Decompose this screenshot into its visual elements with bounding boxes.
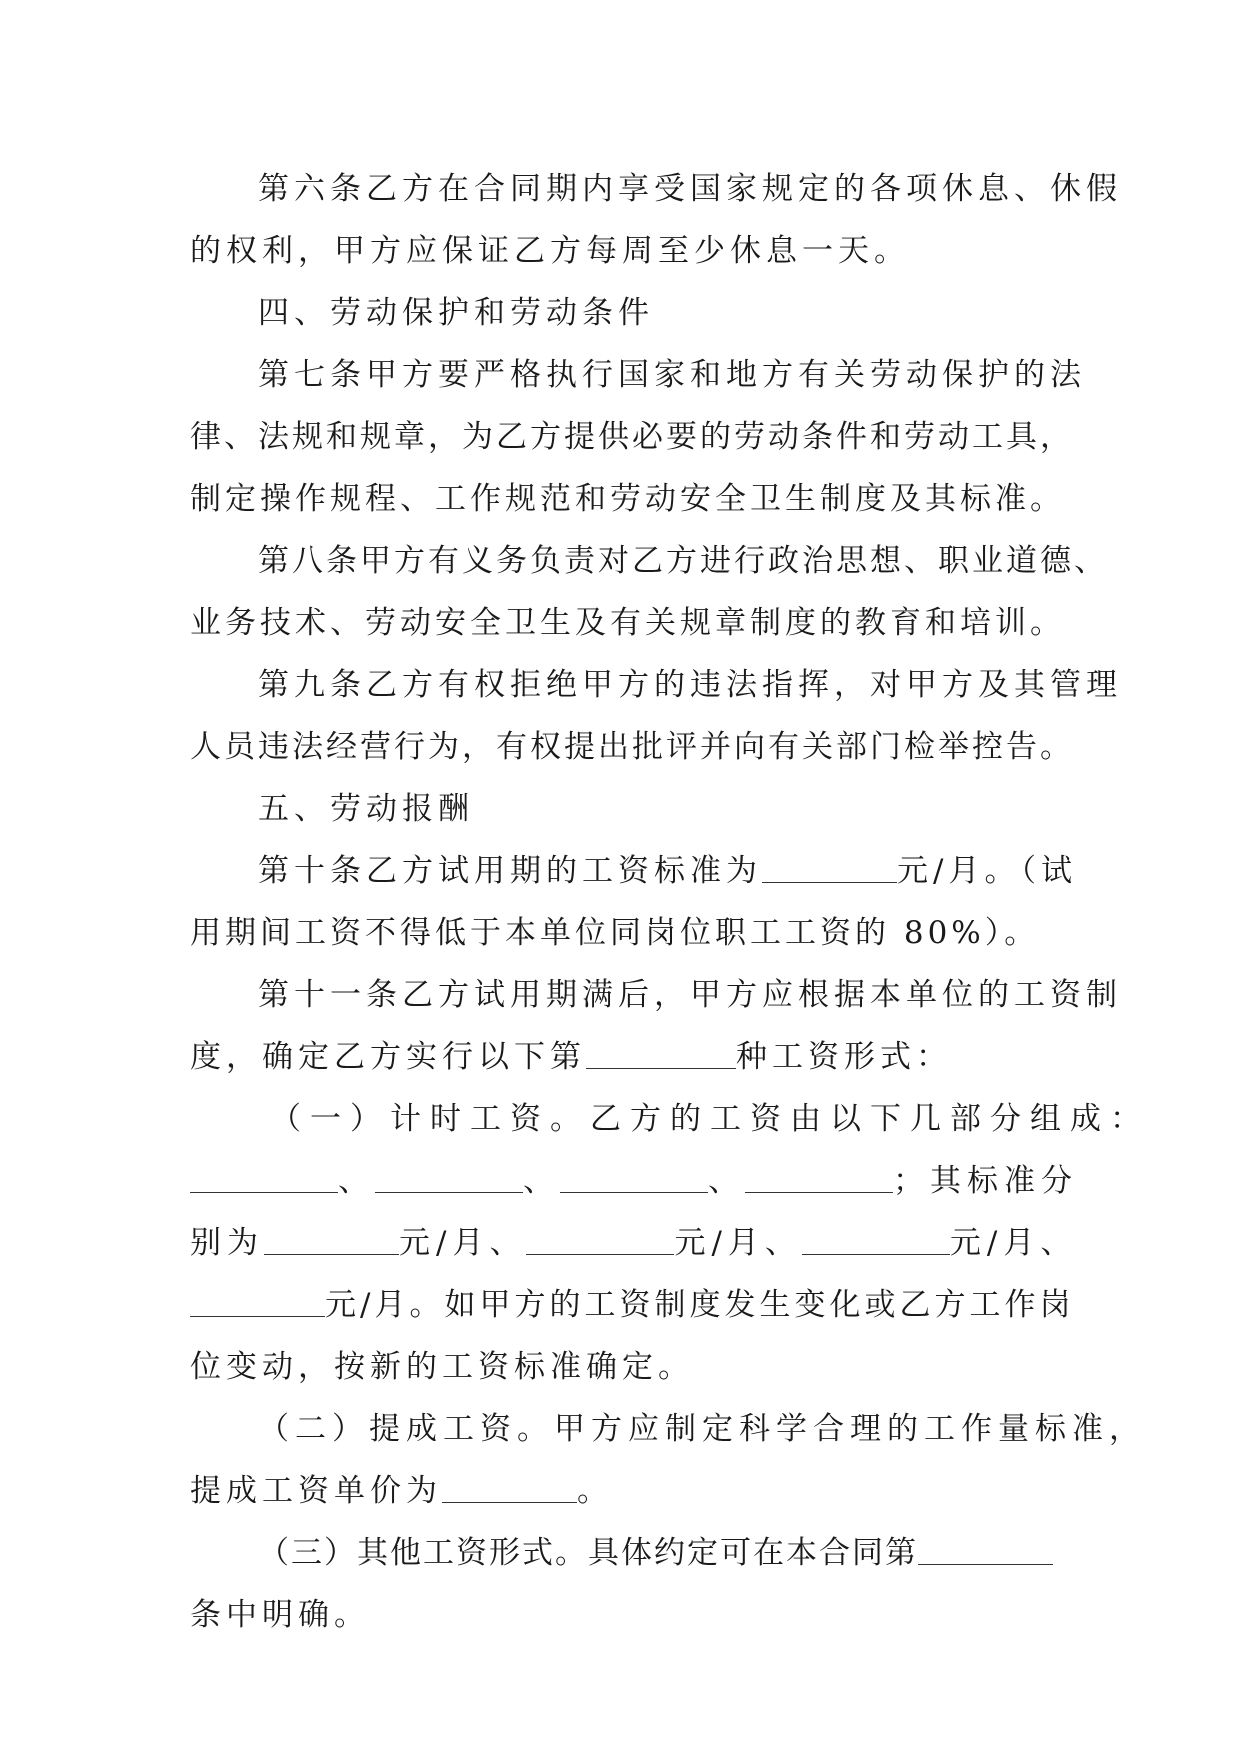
timed-wage-text-b: 元/月。如甲方的工资制度发生变化或乙方工作岗 [325, 1287, 1075, 1323]
section-4-heading: 四、劳动保护和劳动条件 [258, 295, 654, 331]
article-9-line-1: 第九条乙方有权拒绝甲方的违法指挥，对甲方及其管理 [258, 667, 1122, 703]
wage-standard-3-blank[interactable] [802, 1228, 950, 1255]
article-6-line-1: 第六条乙方在合同期内享受国家规定的各项休息、休假 [258, 171, 1122, 207]
separator: 、 [489, 1225, 527, 1261]
separator: 、 [338, 1163, 375, 1199]
wage-standard-1-blank[interactable] [264, 1228, 399, 1255]
unit-label: 元/月 [949, 1225, 1041, 1261]
timed-wage-line-2 [190, 1150, 1078, 1212]
unit-label: 元/月 [674, 1225, 765, 1261]
section-5-heading: 五、劳动报酬 [258, 791, 474, 827]
commission-text-b: 。 [577, 1473, 613, 1509]
article-11-line-1: 第十一条乙方试用期满后，甲方应根据本单位的工资制 [258, 977, 1122, 1013]
article-6-line-2: 的权利，甲方应保证乙方每周至少休息一天。 [190, 233, 910, 269]
separator: 、 [523, 1163, 560, 1199]
commission-text-a: 提成工资单价为 [190, 1473, 442, 1509]
article-10-text-a: 第十条乙方试用期的工资标准为 [258, 853, 762, 889]
article-10-line-2: 用期间工资不得低于本单位同岗位职工工资的 80%）。 [190, 915, 1040, 951]
commission-wage-line-2 [190, 1460, 1055, 1522]
timed-wage-line-3 [190, 1212, 1078, 1274]
timed-wage-line-5: 位变动，按新的工资标准确定。 [190, 1349, 694, 1385]
wage-component-3-blank[interactable] [560, 1166, 708, 1193]
document-page [190, 158, 1150, 1646]
commission-unit-price-blank[interactable] [442, 1476, 577, 1503]
other-wage-text-a: （三）其他工资形式。具体约定可在本合同第 [258, 1535, 918, 1571]
article-11-text-a: 度，确定乙方实行以下第 [190, 1039, 586, 1075]
article-11-line-2 [190, 1026, 1055, 1088]
other-wage-line-2: 条中明确。 [190, 1597, 370, 1633]
unit-label: 元/月 [399, 1225, 490, 1261]
wage-form-blank[interactable] [586, 1042, 736, 1069]
timed-wage-text-a: 别为 [190, 1225, 264, 1261]
wage-component-1-blank[interactable] [190, 1166, 338, 1193]
article-7-line-2: 律、法规和规章，为乙方提供必要的劳动条件和劳动工具， [190, 419, 1074, 455]
commission-wage-line-1: （二）提成工资。甲方应制定科学合理的工作量标准， [258, 1411, 1146, 1447]
separator: 、 [1040, 1225, 1078, 1261]
other-wage-line-1 [190, 1522, 1055, 1584]
article-9-line-2: 人员违法经营行为，有权提出批评并向有关部门检举控告。 [190, 729, 1074, 765]
wage-component-2-blank[interactable] [375, 1166, 523, 1193]
article-10-text-b: 元/月。（试 [897, 853, 1077, 889]
separator: 、 [708, 1163, 745, 1199]
wage-standard-2-blank[interactable] [526, 1228, 674, 1255]
article-7-line-3: 制定操作规程、工作规范和劳动安全卫生制度及其标准。 [190, 481, 1065, 517]
wage-component-4-blank[interactable] [745, 1166, 893, 1193]
separator: 、 [764, 1225, 802, 1261]
article-7-line-1: 第七条甲方要严格执行国家和地方有关劳动保护的法 [258, 357, 1086, 393]
article-8-line-1: 第八条甲方有义务负责对乙方进行政治思想、职业道德、 [258, 543, 1108, 579]
wage-standard-4-blank[interactable] [190, 1290, 325, 1317]
trial-salary-blank[interactable] [762, 856, 897, 883]
article-11-text-b: 种工资形式： [736, 1039, 952, 1075]
article-10-line-1 [190, 840, 1077, 902]
timed-wage-line-1: （一）计时工资。乙方的工资由以下几部分组成： [270, 1101, 1150, 1137]
timed-wage-text-tail: ；其标准分 [893, 1163, 1078, 1199]
other-wage-article-blank[interactable] [918, 1538, 1053, 1565]
article-8-line-2: 业务技术、劳动安全卫生及有关规章制度的教育和培训。 [190, 605, 1065, 641]
timed-wage-line-4 [190, 1274, 1075, 1336]
